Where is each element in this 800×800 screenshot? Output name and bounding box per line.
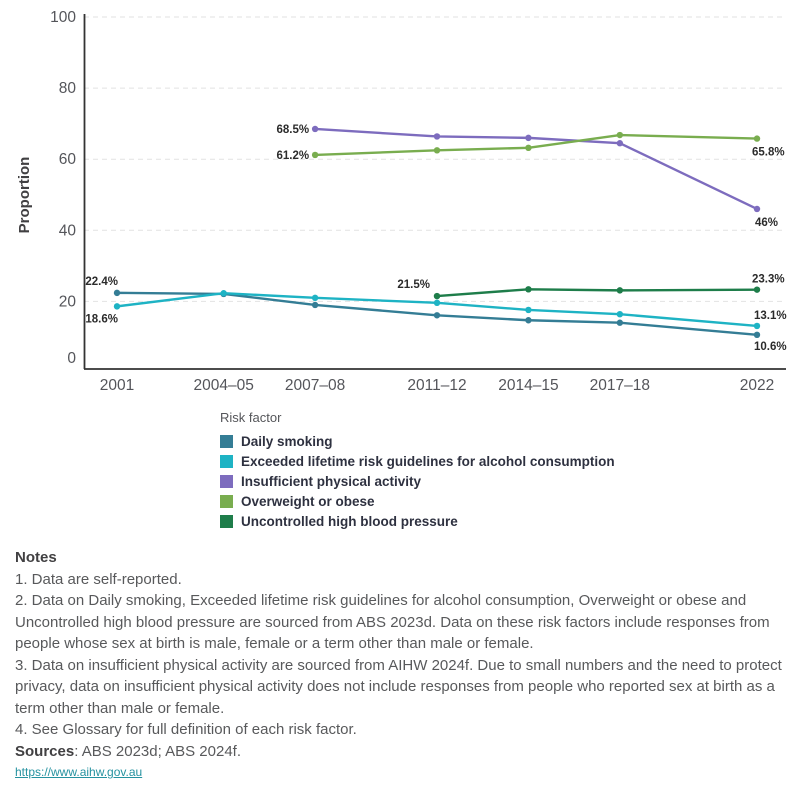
note-line-4: 4. See Glossary for full definition of each risk factor. (15, 721, 357, 738)
legend (220, 410, 800, 531)
legend-item-insufficient-physical-activity[interactable] (220, 471, 800, 491)
sources-label: Sources (15, 742, 75, 760)
point-daily-smoking-2022[interactable] (754, 332, 760, 338)
data-label-uncontrolled-high-blood-pressure-23-3: 23.3% (751, 273, 785, 286)
point-insufficient-physical-activity-2022[interactable] (754, 206, 760, 212)
point-insufficient-physical-activity-2014-15[interactable] (525, 135, 531, 141)
notes-section (15, 547, 789, 762)
legend-label: Uncontrolled high blood pressure (241, 513, 458, 529)
sources-text: : ABS 2023d; ABS 2024f. (74, 742, 241, 760)
legend-swatch-overweight-or-obese (220, 495, 233, 508)
data-label-overweight-or-obese-61-2: 61.2% (276, 149, 310, 162)
y-axis-title: Proportion (16, 156, 33, 234)
legend-label: Daily smoking (241, 433, 333, 449)
legend-item-daily-smoking[interactable] (220, 431, 800, 451)
note-line-3: 3. Data on insufficient physical activity are sourced from AIHW 2024f. Due to small numbers and the need to protect privacy, data on insufficient physical activity does not include responses from people who reported sex at birth as a term other than male or female. (15, 656, 782, 717)
data-label-insufficient-physical-activity-68-5: 68.5% (276, 123, 310, 136)
x-tick-label-2011-12: 2011–12 (407, 377, 467, 394)
point-exceeded-lifetime-risk-guidelines-for-alcohol-consumption-2017-18[interactable] (617, 311, 623, 317)
x-tick-label-2004-05: 2004–05 (193, 377, 254, 394)
legend-item-exceeded-lifetime-risk-guidelines-for-alcohol-consumption[interactable] (220, 451, 800, 471)
data-label-daily-smoking-22-4: 22.4% (85, 275, 118, 288)
legend-item-overweight-or-obese[interactable] (220, 491, 800, 511)
legend-swatch-uncontrolled-high-blood-pressure (220, 515, 233, 528)
data-label-exceeded-lifetime-risk-guidelines-for-alcohol-consumption-13-1: 13.1% (753, 309, 787, 322)
point-exceeded-lifetime-risk-guidelines-for-alcohol-consumption-2004-05[interactable] (220, 290, 226, 296)
data-label-uncontrolled-high-blood-pressure-21-5: 21.5% (397, 279, 430, 292)
point-uncontrolled-high-blood-pressure-2017-18[interactable] (617, 287, 623, 293)
point-overweight-or-obese-2017-18[interactable] (617, 132, 623, 138)
y-tick-label-20: 20 (58, 293, 76, 311)
point-insufficient-physical-activity-2011-12[interactable] (434, 133, 440, 139)
y-tick-label-80: 80 (58, 80, 76, 98)
y-tick-label-40: 40 (58, 222, 76, 240)
point-insufficient-physical-activity-2007-08[interactable] (312, 126, 318, 132)
point-overweight-or-obese-2022[interactable] (754, 135, 760, 141)
x-tick-label-2017-18: 2017–18 (589, 377, 651, 394)
legend-items (220, 431, 800, 531)
point-daily-smoking-2017-18[interactable] (617, 320, 623, 326)
x-tick-label-2022: 2022 (739, 377, 775, 394)
x-tick-label-2014-15: 2014–15 (498, 377, 559, 394)
x-tick-label-2001: 2001 (99, 377, 135, 394)
legend-swatch-daily-smoking (220, 435, 233, 448)
point-daily-smoking-2001[interactable] (114, 290, 120, 296)
point-exceeded-lifetime-risk-guidelines-for-alcohol-consumption-2001[interactable] (114, 303, 120, 309)
point-exceeded-lifetime-risk-guidelines-for-alcohol-consumption-2022[interactable] (754, 323, 760, 329)
point-daily-smoking-2011-12[interactable] (434, 312, 440, 318)
note-line-1: 1. Data are self-reported. (15, 570, 182, 588)
point-daily-smoking-2007-08[interactable] (312, 302, 318, 308)
legend-label: Overweight or obese (241, 493, 375, 509)
data-label-daily-smoking-10-6: 10.6% (753, 340, 787, 353)
legend-label: Insufficient physical activity (241, 473, 422, 489)
point-uncontrolled-high-blood-pressure-2022[interactable] (754, 286, 760, 292)
legend-swatch-insufficient-physical-activity (220, 475, 233, 488)
note-line-2: 2. Data on Daily smoking, Exceeded lifetime risk guidelines for alcohol consumption, Overweight or obese and Uncontrolled high blood pressure are sourced from ABS 2023d. Data on these risk factors include responses from people whose sex at birth is male, female or a term other than male or female. (15, 592, 770, 652)
legend-item-uncontrolled-high-blood-pressure[interactable] (220, 511, 800, 531)
point-exceeded-lifetime-risk-guidelines-for-alcohol-consumption-2007-08[interactable] (312, 295, 318, 301)
y-tick-label-0: 0 (67, 350, 76, 367)
sources-line (15, 741, 789, 763)
legend-swatch-exceeded-lifetime-risk-guidelines-for-alcohol-consumption (220, 455, 233, 468)
data-label-insufficient-physical-activity-46: 46% (754, 216, 779, 229)
series-line-insufficient-physical-activity[interactable] (315, 129, 757, 209)
point-daily-smoking-2014-15[interactable] (525, 317, 531, 323)
point-exceeded-lifetime-risk-guidelines-for-alcohol-consumption-2014-15[interactable] (525, 307, 531, 313)
notes-heading: Notes (15, 549, 57, 566)
point-overweight-or-obese-2007-08[interactable] (312, 152, 318, 158)
legend-title: Risk factor (220, 410, 282, 425)
data-label-exceeded-lifetime-risk-guidelines-for-alcohol-consumption-18-6: 18.6% (85, 313, 118, 326)
data-label-overweight-or-obese-65-8: 65.8% (751, 146, 785, 159)
point-overweight-or-obese-2014-15[interactable] (525, 145, 531, 151)
series-line-uncontrolled-high-blood-pressure[interactable] (437, 289, 757, 296)
point-uncontrolled-high-blood-pressure-2011-12[interactable] (434, 293, 440, 299)
y-tick-label-60: 60 (58, 151, 76, 169)
y-tick-label-100: 100 (50, 9, 76, 26)
point-uncontrolled-high-blood-pressure-2014-15[interactable] (525, 286, 531, 292)
point-exceeded-lifetime-risk-guidelines-for-alcohol-consumption-2011-12[interactable] (434, 300, 440, 306)
x-tick-label-2007-08: 2007–08 (284, 377, 346, 394)
point-overweight-or-obese-2011-12[interactable] (434, 147, 440, 153)
point-insufficient-physical-activity-2017-18[interactable] (617, 140, 623, 146)
aihw-link[interactable]: https://www.aihw.gov.au (15, 765, 143, 779)
legend-label: Exceeded lifetime risk guidelines for alcohol consumption (241, 453, 615, 469)
